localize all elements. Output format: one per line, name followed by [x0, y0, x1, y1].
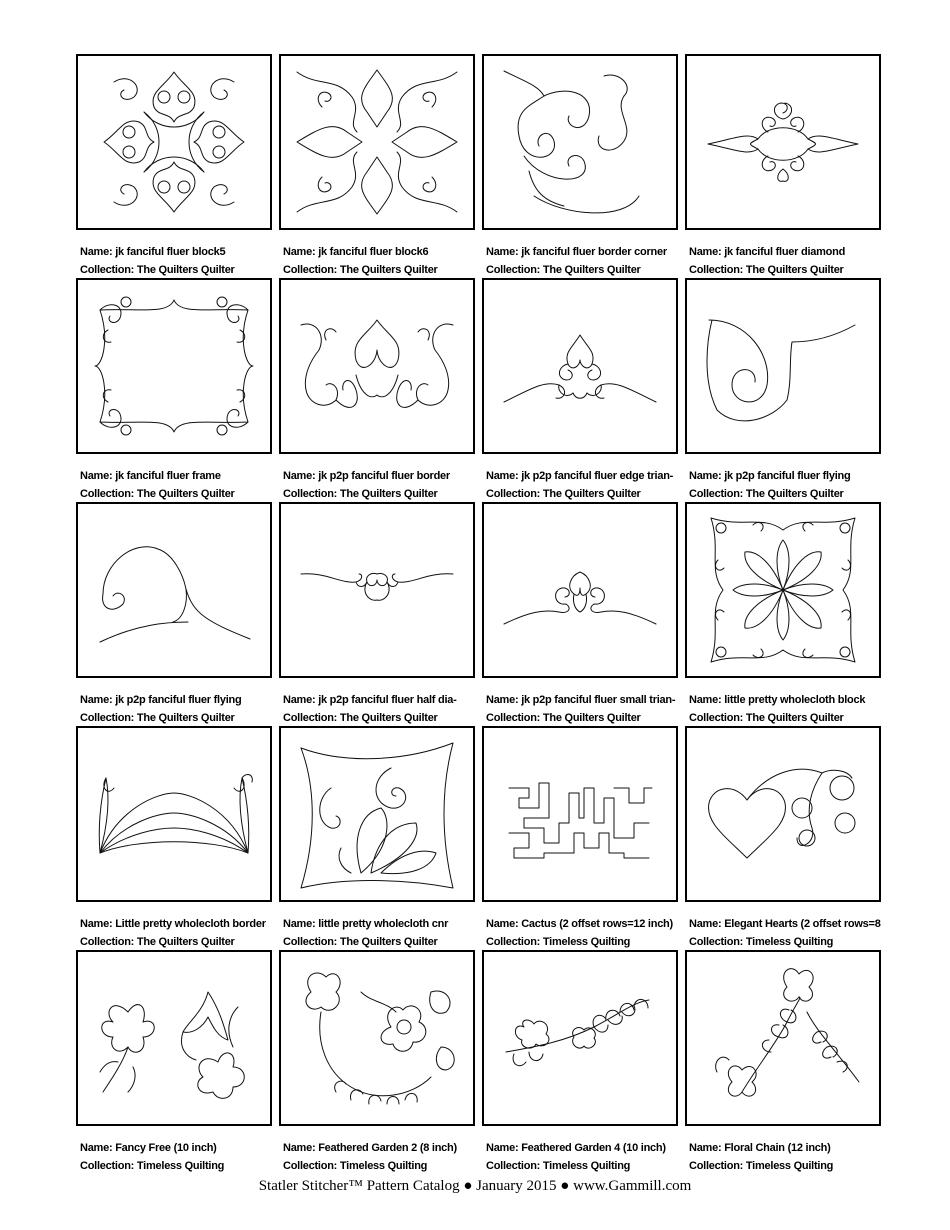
pattern-caption: Name: jk p2p fanciful fluer border Collection: The Quilters Quilter	[283, 470, 450, 500]
pattern-thumbnail[interactable]	[482, 502, 678, 678]
pattern-card[interactable]	[685, 726, 881, 948]
pattern-name: jk p2p fanciful fluer flying	[115, 694, 242, 706]
collection-label: Collection	[689, 1159, 740, 1172]
pattern-card[interactable]	[76, 950, 272, 1172]
pattern-name: jk fanciful fluer frame	[115, 470, 221, 482]
pattern-card[interactable]	[685, 54, 881, 276]
fleur-diamond-icon	[687, 56, 879, 228]
name-label: Name	[80, 470, 109, 482]
pattern-caption: Name: jk fanciful fluer diamond Collection: The Quilters Quilter	[689, 246, 846, 276]
name-label: Name	[283, 918, 312, 930]
collection-label: Collection	[486, 711, 537, 724]
pattern-thumbnail[interactable]	[279, 950, 475, 1126]
pattern-collection: Timeless Quilting	[745, 1159, 834, 1172]
pattern-card[interactable]	[76, 726, 272, 948]
pattern-thumbnail[interactable]	[482, 950, 678, 1126]
pattern-collection: The Quilters Quilter	[745, 263, 844, 276]
collection-label: Collection	[80, 263, 131, 276]
pattern-name: Cactus (2 offset rows=12 inch)	[521, 918, 673, 930]
pattern-caption: Name: jk p2p fanciful fluer small trian- Collection: The Quilters Quilter	[486, 694, 676, 724]
pattern-thumbnail[interactable]	[685, 278, 881, 454]
pattern-caption: Name: jk p2p fanciful fluer edge trian- Collection: The Quilters Quilter	[486, 470, 674, 500]
pattern-name: jk p2p fanciful fluer small trian-	[521, 694, 676, 706]
collection-label: Collection	[283, 711, 334, 724]
pattern-collection: Timeless Quilting	[542, 1159, 631, 1172]
pattern-collection: The Quilters Quilter	[745, 487, 844, 500]
collection-label: Collection	[486, 487, 537, 500]
pattern-collection: The Quilters Quilter	[136, 711, 235, 724]
pattern-caption: Name: Elegant Hearts (2 offset rows=8 Collection: Timeless Quilting	[689, 918, 881, 948]
flying-swirl-icon	[687, 280, 879, 452]
feathered-garden-rose-icon	[281, 952, 473, 1124]
pattern-caption: Name: Feathered Garden 2 (8 inch) Collection: Timeless Quilting	[283, 1142, 457, 1172]
pattern-card[interactable]	[482, 54, 678, 276]
elegant-hearts-icon	[687, 728, 879, 900]
pattern-name: Elegant Hearts (2 offset rows=8	[724, 918, 881, 930]
pattern-card[interactable]	[482, 726, 678, 948]
pattern-collection: Timeless Quilting	[542, 935, 631, 948]
pattern-thumbnail[interactable]	[482, 278, 678, 454]
pattern-thumbnail[interactable]	[685, 726, 881, 902]
collection-label: Collection	[80, 487, 131, 500]
wholecloth-corner-icon	[281, 728, 473, 900]
pattern-caption: Name: jk p2p fanciful fluer flying Collection: The Quilters Quilter	[80, 694, 242, 724]
pattern-thumbnail[interactable]	[685, 502, 881, 678]
pattern-caption: Name: Feathered Garden 4 (10 inch) Collection: Timeless Quilting	[486, 1142, 666, 1172]
pattern-caption: Name: Cactus (2 offset rows=12 inch) Collection: Timeless Quilting	[486, 918, 673, 948]
pattern-collection: Timeless Quilting	[745, 935, 834, 948]
pattern-thumbnail[interactable]	[685, 950, 881, 1126]
pattern-card[interactable]	[76, 502, 272, 724]
pattern-name: jk p2p fanciful fluer edge trian-	[521, 470, 674, 482]
pattern-card[interactable]	[685, 278, 881, 500]
pattern-name: jk fanciful fluer block6	[318, 246, 429, 258]
ornate-swirl-block-icon	[78, 56, 270, 228]
pattern-thumbnail[interactable]	[76, 54, 272, 230]
name-label: Name	[689, 694, 718, 706]
name-label: Name	[486, 246, 515, 258]
pattern-thumbnail[interactable]	[279, 502, 475, 678]
pattern-caption: Name: jk fanciful fluer border corner Collection: The Quilters Quilter	[486, 246, 667, 276]
pattern-collection: The Quilters Quilter	[339, 935, 438, 948]
pattern-card[interactable]	[279, 54, 475, 276]
pattern-name: jk fanciful fluer block5	[115, 246, 226, 258]
cactus-meander-icon	[484, 728, 676, 900]
name-label: Name	[486, 694, 515, 706]
fancy-free-flower-icon	[78, 952, 270, 1124]
pattern-card[interactable]	[76, 278, 272, 500]
name-label: Name	[283, 246, 312, 258]
pattern-caption: Name: jk p2p fanciful fluer flying Collection: The Quilters Quilter	[689, 470, 851, 500]
pattern-caption: Name: Fancy Free (10 inch) Collection: Timeless Quilting	[80, 1142, 225, 1172]
fleur-half-diamond-icon	[281, 504, 473, 676]
pattern-caption: Name: Floral Chain (12 inch) Collection: Timeless Quilting	[689, 1142, 834, 1172]
collection-label: Collection	[80, 935, 131, 948]
collection-label: Collection	[80, 1159, 131, 1172]
swirl-border-corner-icon	[484, 56, 676, 228]
pattern-collection: The Quilters Quilter	[136, 263, 235, 276]
name-label: Name	[689, 918, 718, 930]
pattern-collection: The Quilters Quilter	[339, 487, 438, 500]
name-label: Name	[283, 470, 312, 482]
pattern-card[interactable]	[482, 950, 678, 1172]
pattern-collection: The Quilters Quilter	[542, 487, 641, 500]
pattern-name: Fancy Free (10 inch)	[115, 1142, 217, 1154]
pattern-thumbnail[interactable]	[279, 54, 475, 230]
pattern-caption: Name: jk fanciful fluer block5 Collection: The Quilters Quilter	[80, 246, 235, 276]
feathered-garden-vine-icon	[484, 952, 676, 1124]
name-label: Name	[486, 470, 515, 482]
name-label: Name	[689, 470, 718, 482]
pattern-name: jk fanciful fluer diamond	[724, 246, 846, 258]
collection-label: Collection	[283, 935, 334, 948]
pattern-name: little pretty wholecloth block	[724, 694, 866, 706]
pattern-name: jk p2p fanciful fluer flying	[724, 470, 851, 482]
pattern-card[interactable]	[482, 502, 678, 724]
pattern-caption: Name: jk fanciful fluer frame Collection: The Quilters Quilter	[80, 470, 235, 500]
pattern-card[interactable]	[482, 278, 678, 500]
pattern-name: jk p2p fanciful fluer border	[318, 470, 450, 482]
pattern-thumbnail[interactable]	[76, 278, 272, 454]
pattern-name: Little pretty wholecloth border	[115, 918, 266, 930]
pattern-name: jk p2p fanciful fluer half dia-	[318, 694, 457, 706]
fleur-border-icon	[281, 280, 473, 452]
name-label: Name	[689, 246, 718, 258]
pattern-thumbnail[interactable]	[76, 726, 272, 902]
catalog-footer: Statler Stitcher™ Pattern Catalog ● January 2015 ● www.Gammill.com	[258, 1178, 692, 1194]
pattern-card[interactable]	[279, 726, 475, 948]
name-label: Name	[283, 1142, 312, 1154]
pattern-thumbnail[interactable]	[482, 54, 678, 230]
pattern-thumbnail[interactable]	[76, 950, 272, 1126]
collection-label: Collection	[283, 263, 334, 276]
pattern-caption: Name: jk p2p fanciful fluer half dia- Collection: The Quilters Quilter	[283, 694, 457, 724]
pattern-name: jk fanciful fluer border corner	[521, 246, 667, 258]
flying-swirl-reverse-icon	[78, 504, 270, 676]
collection-label: Collection	[689, 263, 740, 276]
collection-label: Collection	[80, 711, 131, 724]
pattern-thumbnail[interactable]	[685, 54, 881, 230]
pattern-caption: Name: little pretty wholecloth block Collection: The Quilters Quilter	[689, 694, 866, 724]
pattern-caption: Name: Little pretty wholecloth border Collection: The Quilters Quilter	[80, 918, 266, 948]
name-label: Name	[486, 918, 515, 930]
pattern-collection: The Quilters Quilter	[339, 711, 438, 724]
pattern-collection: The Quilters Quilter	[745, 711, 844, 724]
collection-label: Collection	[689, 487, 740, 500]
collection-label: Collection	[486, 1159, 537, 1172]
name-label: Name	[80, 1142, 109, 1154]
pattern-collection: Timeless Quilting	[339, 1159, 428, 1172]
wholecloth-border-icon	[78, 728, 270, 900]
pattern-card[interactable]	[685, 502, 881, 724]
collection-label: Collection	[486, 935, 537, 948]
pattern-name: Feathered Garden 4 (10 inch)	[521, 1142, 666, 1154]
pattern-thumbnail[interactable]	[279, 726, 475, 902]
pattern-collection: Timeless Quilting	[136, 1159, 225, 1172]
pattern-card[interactable]	[279, 278, 475, 500]
name-label: Name	[80, 246, 109, 258]
pattern-caption: Name: little pretty wholecloth cnr Collection: The Quilters Quilter	[283, 918, 449, 948]
ornate-fleur-block-icon	[281, 56, 473, 228]
pattern-card[interactable]	[76, 54, 272, 276]
pattern-card[interactable]	[279, 950, 475, 1172]
fleur-small-triangle-icon	[484, 504, 676, 676]
fleur-edge-triangle-icon	[484, 280, 676, 452]
pattern-thumbnail[interactable]	[482, 726, 678, 902]
name-label: Name	[80, 918, 109, 930]
pattern-collection: The Quilters Quilter	[339, 263, 438, 276]
pattern-name: Floral Chain (12 inch)	[724, 1142, 831, 1154]
pattern-card[interactable]	[685, 950, 881, 1172]
collection-label: Collection	[283, 1159, 334, 1172]
pattern-collection: The Quilters Quilter	[136, 935, 235, 948]
pattern-collection: The Quilters Quilter	[542, 263, 641, 276]
collection-label: Collection	[283, 487, 334, 500]
pattern-name: Feathered Garden 2 (8 inch)	[318, 1142, 457, 1154]
name-label: Name	[689, 1142, 718, 1154]
pattern-card[interactable]	[279, 502, 475, 724]
pattern-thumbnail[interactable]	[76, 502, 272, 678]
name-label: Name	[80, 694, 109, 706]
pattern-collection: The Quilters Quilter	[542, 711, 641, 724]
collection-label: Collection	[689, 935, 740, 948]
pattern-caption: Name: jk fanciful fluer block6 Collection: The Quilters Quilter	[283, 246, 438, 276]
swirl-frame-icon	[78, 280, 270, 452]
wholecloth-block-icon	[687, 504, 879, 676]
pattern-thumbnail[interactable]	[279, 278, 475, 454]
name-label: Name	[486, 1142, 515, 1154]
pattern-collection: The Quilters Quilter	[136, 487, 235, 500]
collection-label: Collection	[689, 711, 740, 724]
floral-chain-icon	[687, 952, 879, 1124]
name-label: Name	[283, 694, 312, 706]
collection-label: Collection	[486, 263, 537, 276]
pattern-name: little pretty wholecloth cnr	[318, 918, 449, 930]
